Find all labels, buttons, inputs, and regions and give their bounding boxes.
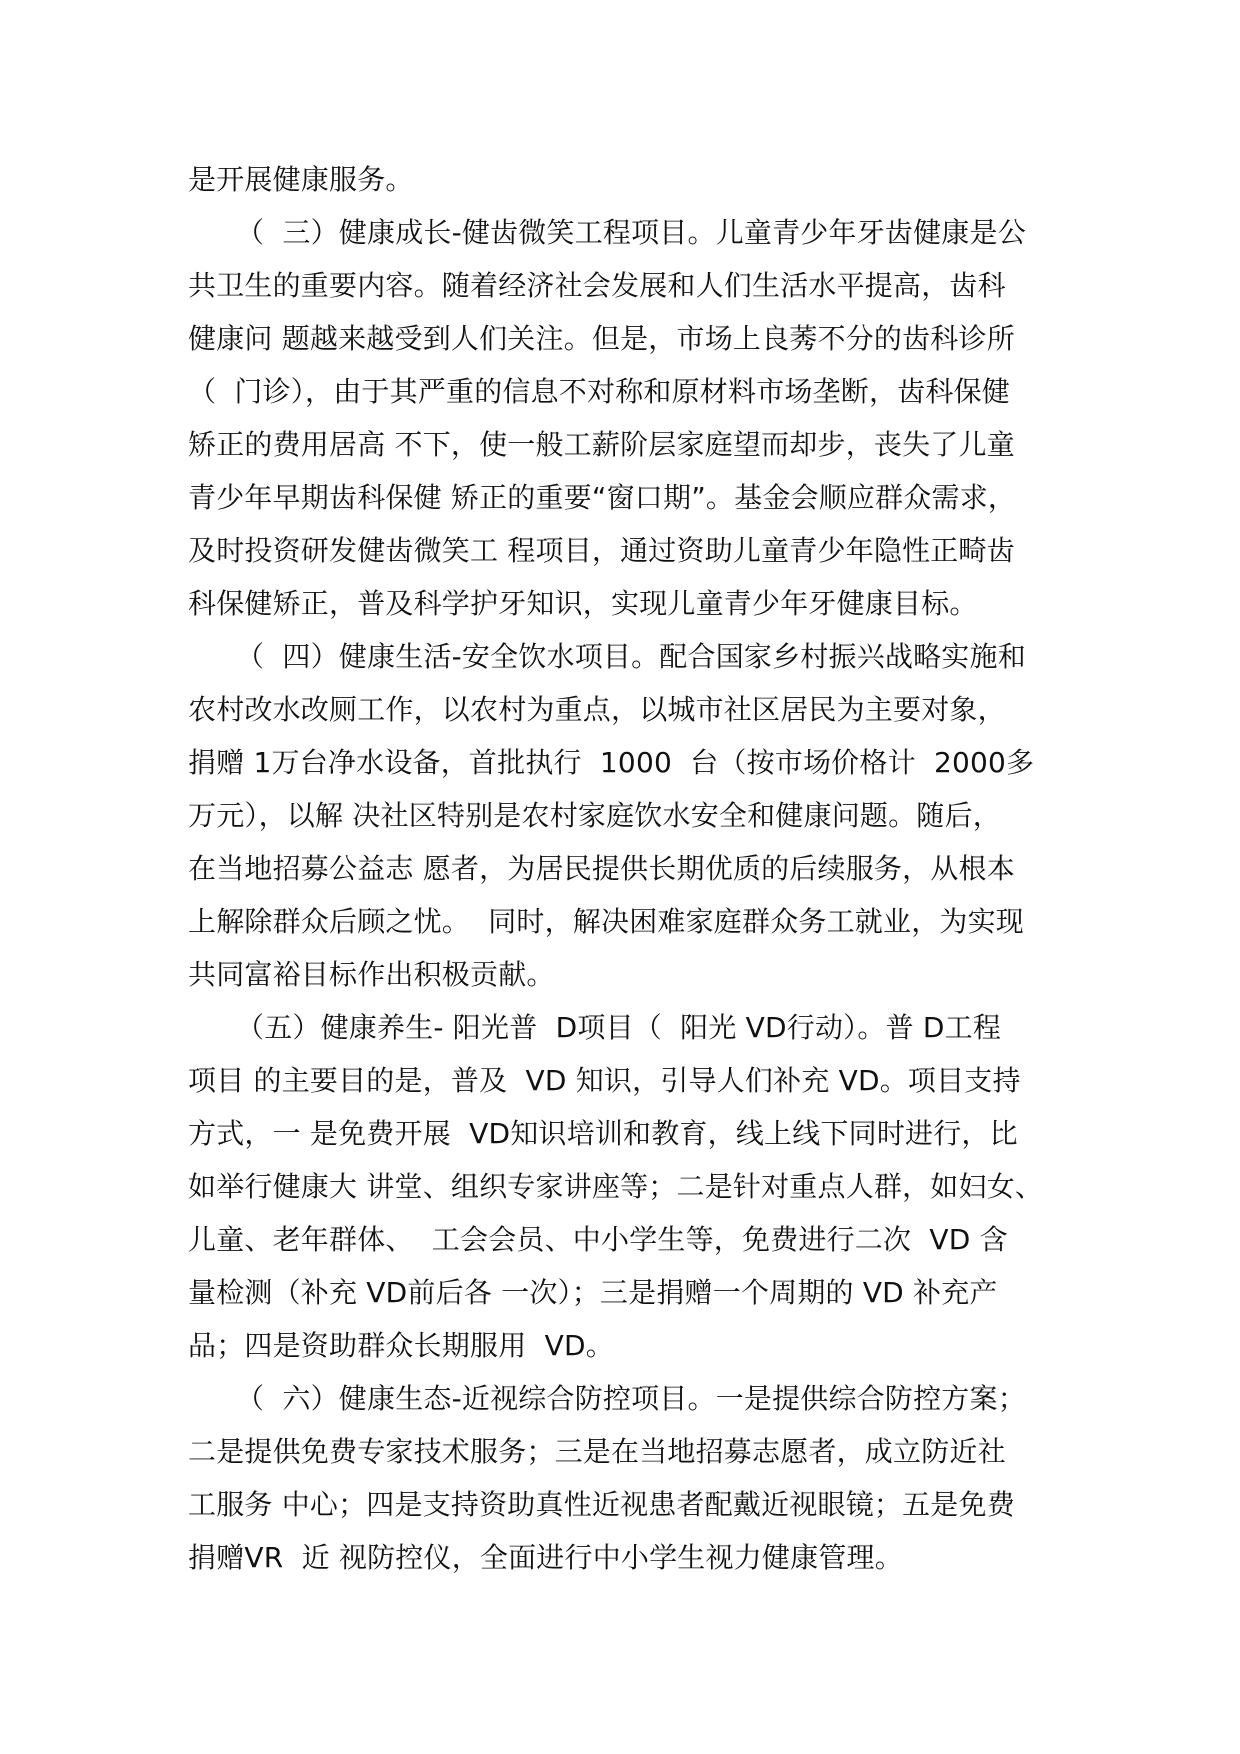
text-line: 青少年早期齿科保健 矫正的重要“窗口期”。基金会顺应群众需求， xyxy=(188,481,1017,514)
text-line: 品；四是资助群众长期服用 VD。 xyxy=(188,1329,614,1362)
text-line: 如举行健康大 讲堂、组织专家讲座等；二是针对重点人群，如妇女、 xyxy=(188,1170,1044,1203)
text-line: 在当地招募公益志 愿者，为居民提供长期优质的后续服务，从根本 xyxy=(188,852,1015,885)
text-line: （ 门诊），由于其严重的信息不对称和原材料市场垄断，齿科保健 xyxy=(188,375,1011,408)
text-line: 是开展健康服务。 xyxy=(188,163,414,196)
text-line: 农村改水改厕工作，以农村为重点，以城市社区居民为主要对象， xyxy=(188,693,1006,726)
text-line: 共卫生的重要内容。随着经济社会发展和人们生活水平提高，齿科 xyxy=(188,269,1006,302)
text-line: 万元），以解 决社区特别是农村家庭饮水安全和健康问题。随后， xyxy=(188,799,1001,832)
text-line: 二是提供免费专家技术服务；三是在当地招募志愿者，成立防近社 xyxy=(188,1435,1006,1468)
text-line: 科保健矫正，普及科学护牙知识，实现儿童青少年牙健康目标。 xyxy=(188,587,978,620)
text-line: 捐赠VR 近 视防控仪，全面进行中小学生视力健康管理。 xyxy=(188,1541,903,1574)
text-line: （ 四）健康生活-安全饮水项目。配合国家乡村振兴战略实施和 xyxy=(236,640,1026,673)
text-line: 共同富裕目标作出积极贡献。 xyxy=(188,958,555,991)
text-line: 儿童、老年群体、 工会会员、中小学生等，免费进行二次 VD 含 xyxy=(188,1223,1008,1256)
text-line: （ 六）健康生态-近视综合防控项目。一是提供综合防控方案； xyxy=(236,1382,1026,1415)
text-line: （五）健康养生- 阳光普 D项目（ 阳光 VD行动）。普 D工程 xyxy=(236,1011,1002,1044)
text-line: 项目 的主要目的是，普及 VD 知识，引导人们补充 VD。项目支持 xyxy=(188,1064,1021,1097)
text-line: 健康问 题越来越受到人们关注。但是，市场上良莠不分的齿科诊所 xyxy=(188,322,1015,355)
text-line: 捐赠 1万台净水设备，首批执行 1000 台（按市场价格计 2000多 xyxy=(188,746,1035,779)
text-line: 方式，一 是免费开展 VD知识培训和教育，线上线下同时进行，比 xyxy=(188,1117,1018,1150)
text-line: 及时投资研发健齿微笑工 程项目，通过资助儿童青少年隐性正畸齿 xyxy=(188,534,1015,567)
text-line: 工服务 中心；四是支持资助真性近视患者配戴近视眼镜；五是免费 xyxy=(188,1488,1015,1521)
text-line: 矫正的费用居高 不下，使一般工薪阶层家庭望而却步，丧失了儿童 xyxy=(188,428,1015,461)
text-line: 上解除群众后顾之忧。 同时，解决困难家庭群众务工就业，为实现 xyxy=(188,905,1025,938)
text-line: 量检测（补充 VD前后各 一次）；三是捐赠一个周期的 VD 补充产 xyxy=(188,1276,998,1309)
body-text xyxy=(188,153,1088,1584)
text-line: （ 三）健康成长-健齿微笑工程项目。儿童青少年牙齿健康是公 xyxy=(236,216,1026,249)
